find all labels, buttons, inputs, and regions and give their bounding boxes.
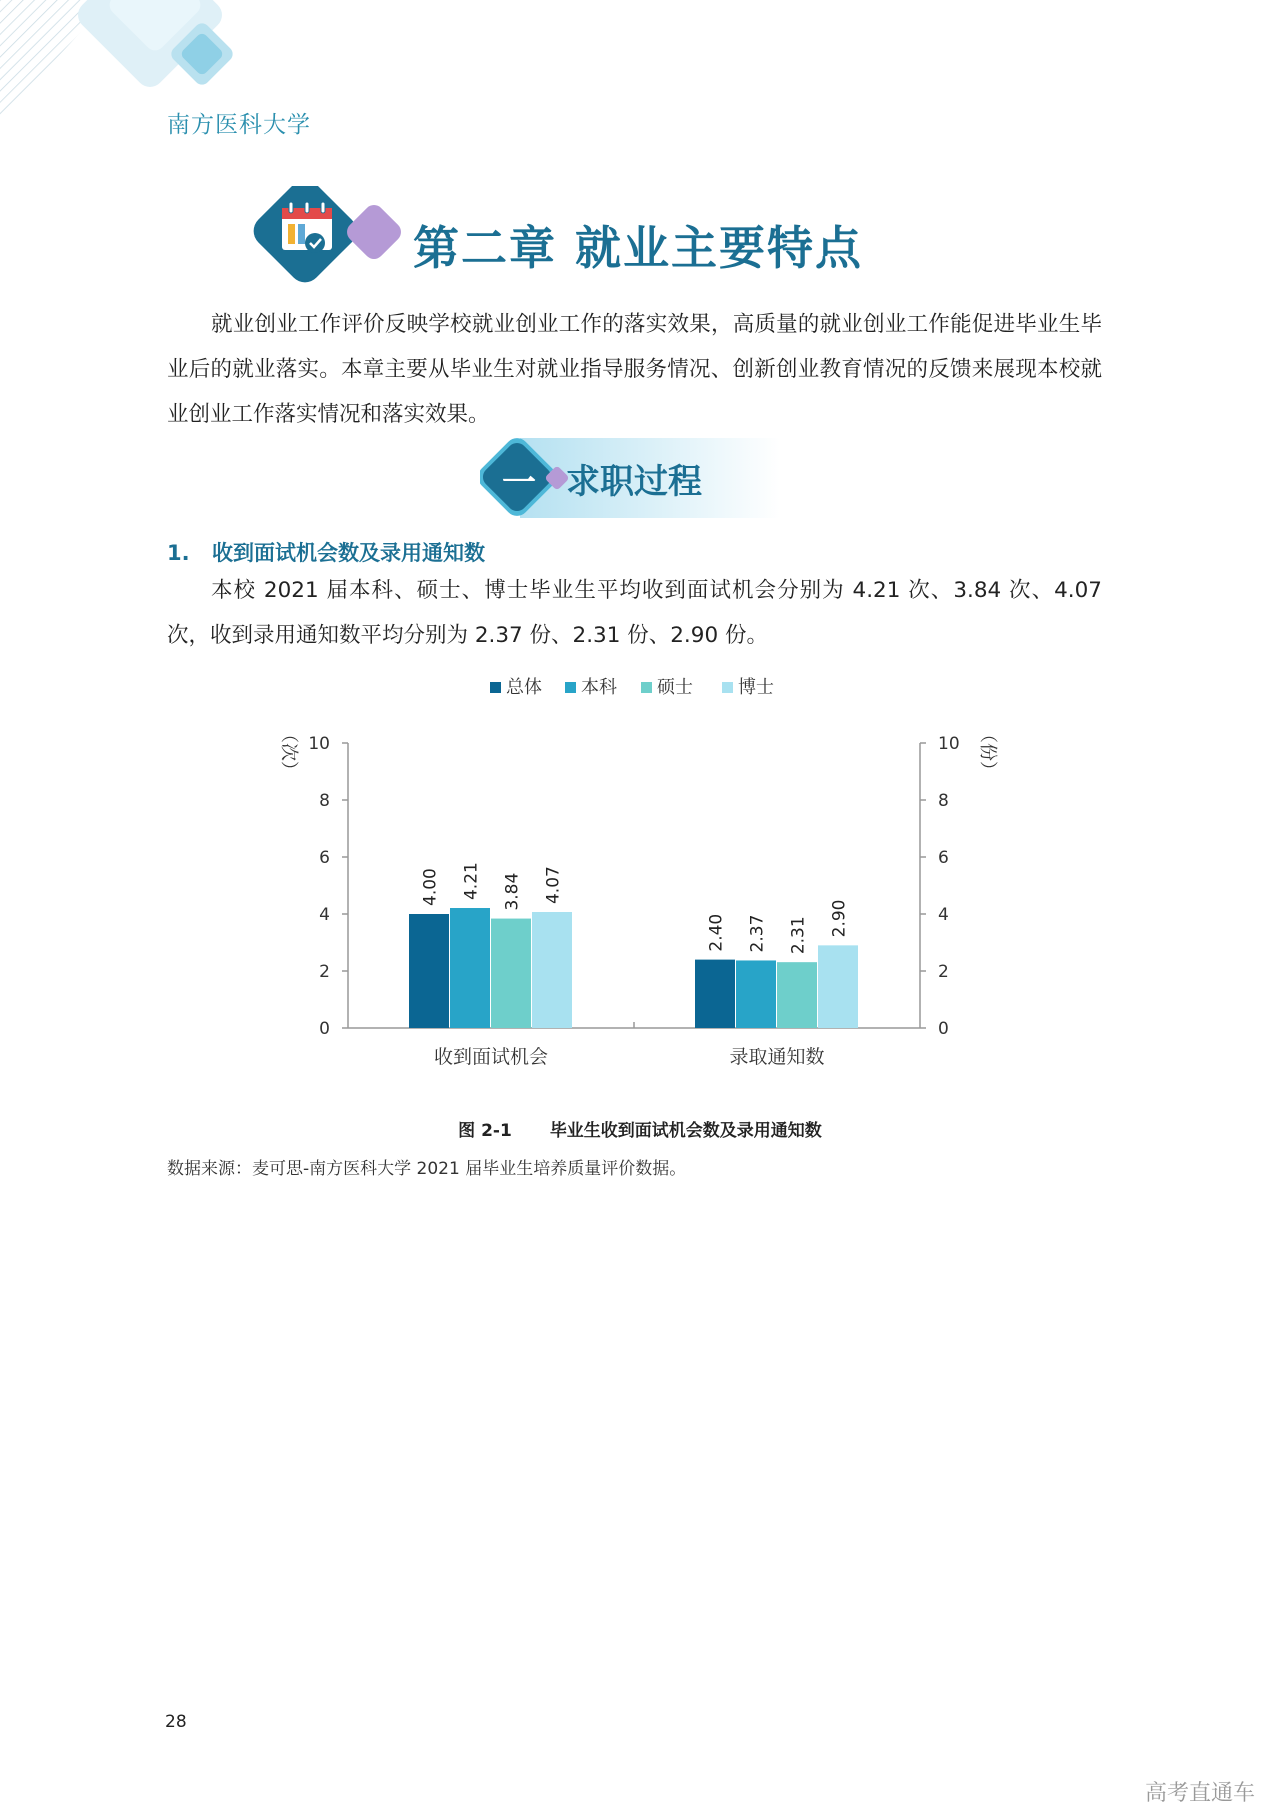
chart-category-labels <box>434 1046 825 1068</box>
intro-paragraph: 就业创业工作评价反映学校就业创业工作的落实效果，高质量的就业创业工作能促进毕业生毕业后的就业落实。本章主要从毕业生对就业指导服务情况、创新创业教育情况的反馈来展现本校就业创业工作落实情况和落实效果。 <box>167 312 1102 427</box>
bar-2-2 <box>736 960 776 1028</box>
bar-2-4 <box>818 945 858 1028</box>
y-left-tick-label-5: 8 <box>319 791 330 811</box>
chart-legend <box>490 677 774 698</box>
data-label-2-2: 2.37 <box>747 914 768 953</box>
y-left-tick-label-6: 10 <box>308 734 330 754</box>
figure-title: 毕业生收到面试机会数及录用通知数 <box>549 1121 822 1141</box>
y-axis-right-unit: （份） <box>977 725 998 779</box>
y-right-tick-label-2: 2 <box>938 962 949 982</box>
y-axis-left-unit: （次） <box>278 725 299 779</box>
legend-swatch-2 <box>565 682 576 693</box>
y-right-tick-label-1: 0 <box>938 1019 949 1039</box>
subsection-title: 收到面试机会数及录用通知数 <box>212 541 485 565</box>
bar-2-3 <box>777 962 817 1028</box>
bar-chart <box>240 670 1040 1090</box>
data-label-1-1: 4.00 <box>420 868 441 906</box>
data-label-1-3: 3.84 <box>502 872 523 911</box>
page-number: 28 <box>165 1712 187 1732</box>
subsection-heading <box>167 537 485 567</box>
bar-1-4 <box>532 912 572 1028</box>
bar-1-2 <box>450 908 490 1028</box>
data-source-note: 数据来源：麦可思-南方医科大学 2021 届毕业生培养质量评价数据。 <box>167 1159 687 1179</box>
bar-1-3 <box>491 919 531 1028</box>
category-label-1: 收到面试机会 <box>433 1046 549 1068</box>
legend-label-1: 总体 <box>506 677 542 698</box>
y-right-tick-label-6: 10 <box>938 734 960 754</box>
y-right-tick-label-4: 6 <box>938 848 949 868</box>
y-left-tick-label-3: 4 <box>319 905 330 925</box>
section-number: 一 <box>502 463 536 503</box>
legend-label-2: 本科 <box>581 677 617 698</box>
y-left-tick-label-2: 2 <box>319 962 330 982</box>
category-label-2: 录取通知数 <box>729 1046 825 1068</box>
y-left-tick-label-4: 6 <box>319 848 330 868</box>
figure-number: 图 2-1 <box>458 1121 512 1141</box>
watermark: 高考直通车 <box>1144 1781 1255 1806</box>
data-label-1-4: 4.07 <box>543 866 564 905</box>
y-right-tick-label-5: 8 <box>938 791 949 811</box>
chart-axes <box>308 734 959 1039</box>
legend-swatch-3 <box>641 682 652 693</box>
bar-2-1 <box>695 960 735 1028</box>
school-name: 南方医科大学 <box>167 112 311 138</box>
bar-1-1 <box>409 914 449 1028</box>
section-title: 求职过程 <box>566 462 702 502</box>
data-label-2-3: 2.31 <box>788 916 809 955</box>
data-label-2-1: 2.40 <box>706 913 727 952</box>
chapter-title: 第二章 就业主要特点 <box>413 221 864 275</box>
legend-swatch-4 <box>722 682 733 693</box>
legend-label-4: 博士 <box>738 677 774 698</box>
y-left-tick-label-1: 0 <box>319 1019 330 1039</box>
subsection-number: 1. <box>167 541 190 565</box>
data-label-2-4: 2.90 <box>829 899 850 938</box>
legend-label-3: 硕士 <box>657 677 693 698</box>
calendar-check-icon <box>252 186 402 286</box>
figure-caption <box>0 1116 1280 1141</box>
body-paragraph: 本校 2021 届本科、硕士、博士毕业生平均收到面试机会分别为 4.21 次、3.84 次、4.07 次，收到录用通知数平均分别为 2.37 份、2.31 份、2.90 份。 <box>167 578 1102 648</box>
y-right-tick-label-3: 4 <box>938 905 949 925</box>
legend-swatch-1 <box>490 682 501 693</box>
data-label-1-2: 4.21 <box>461 862 482 901</box>
